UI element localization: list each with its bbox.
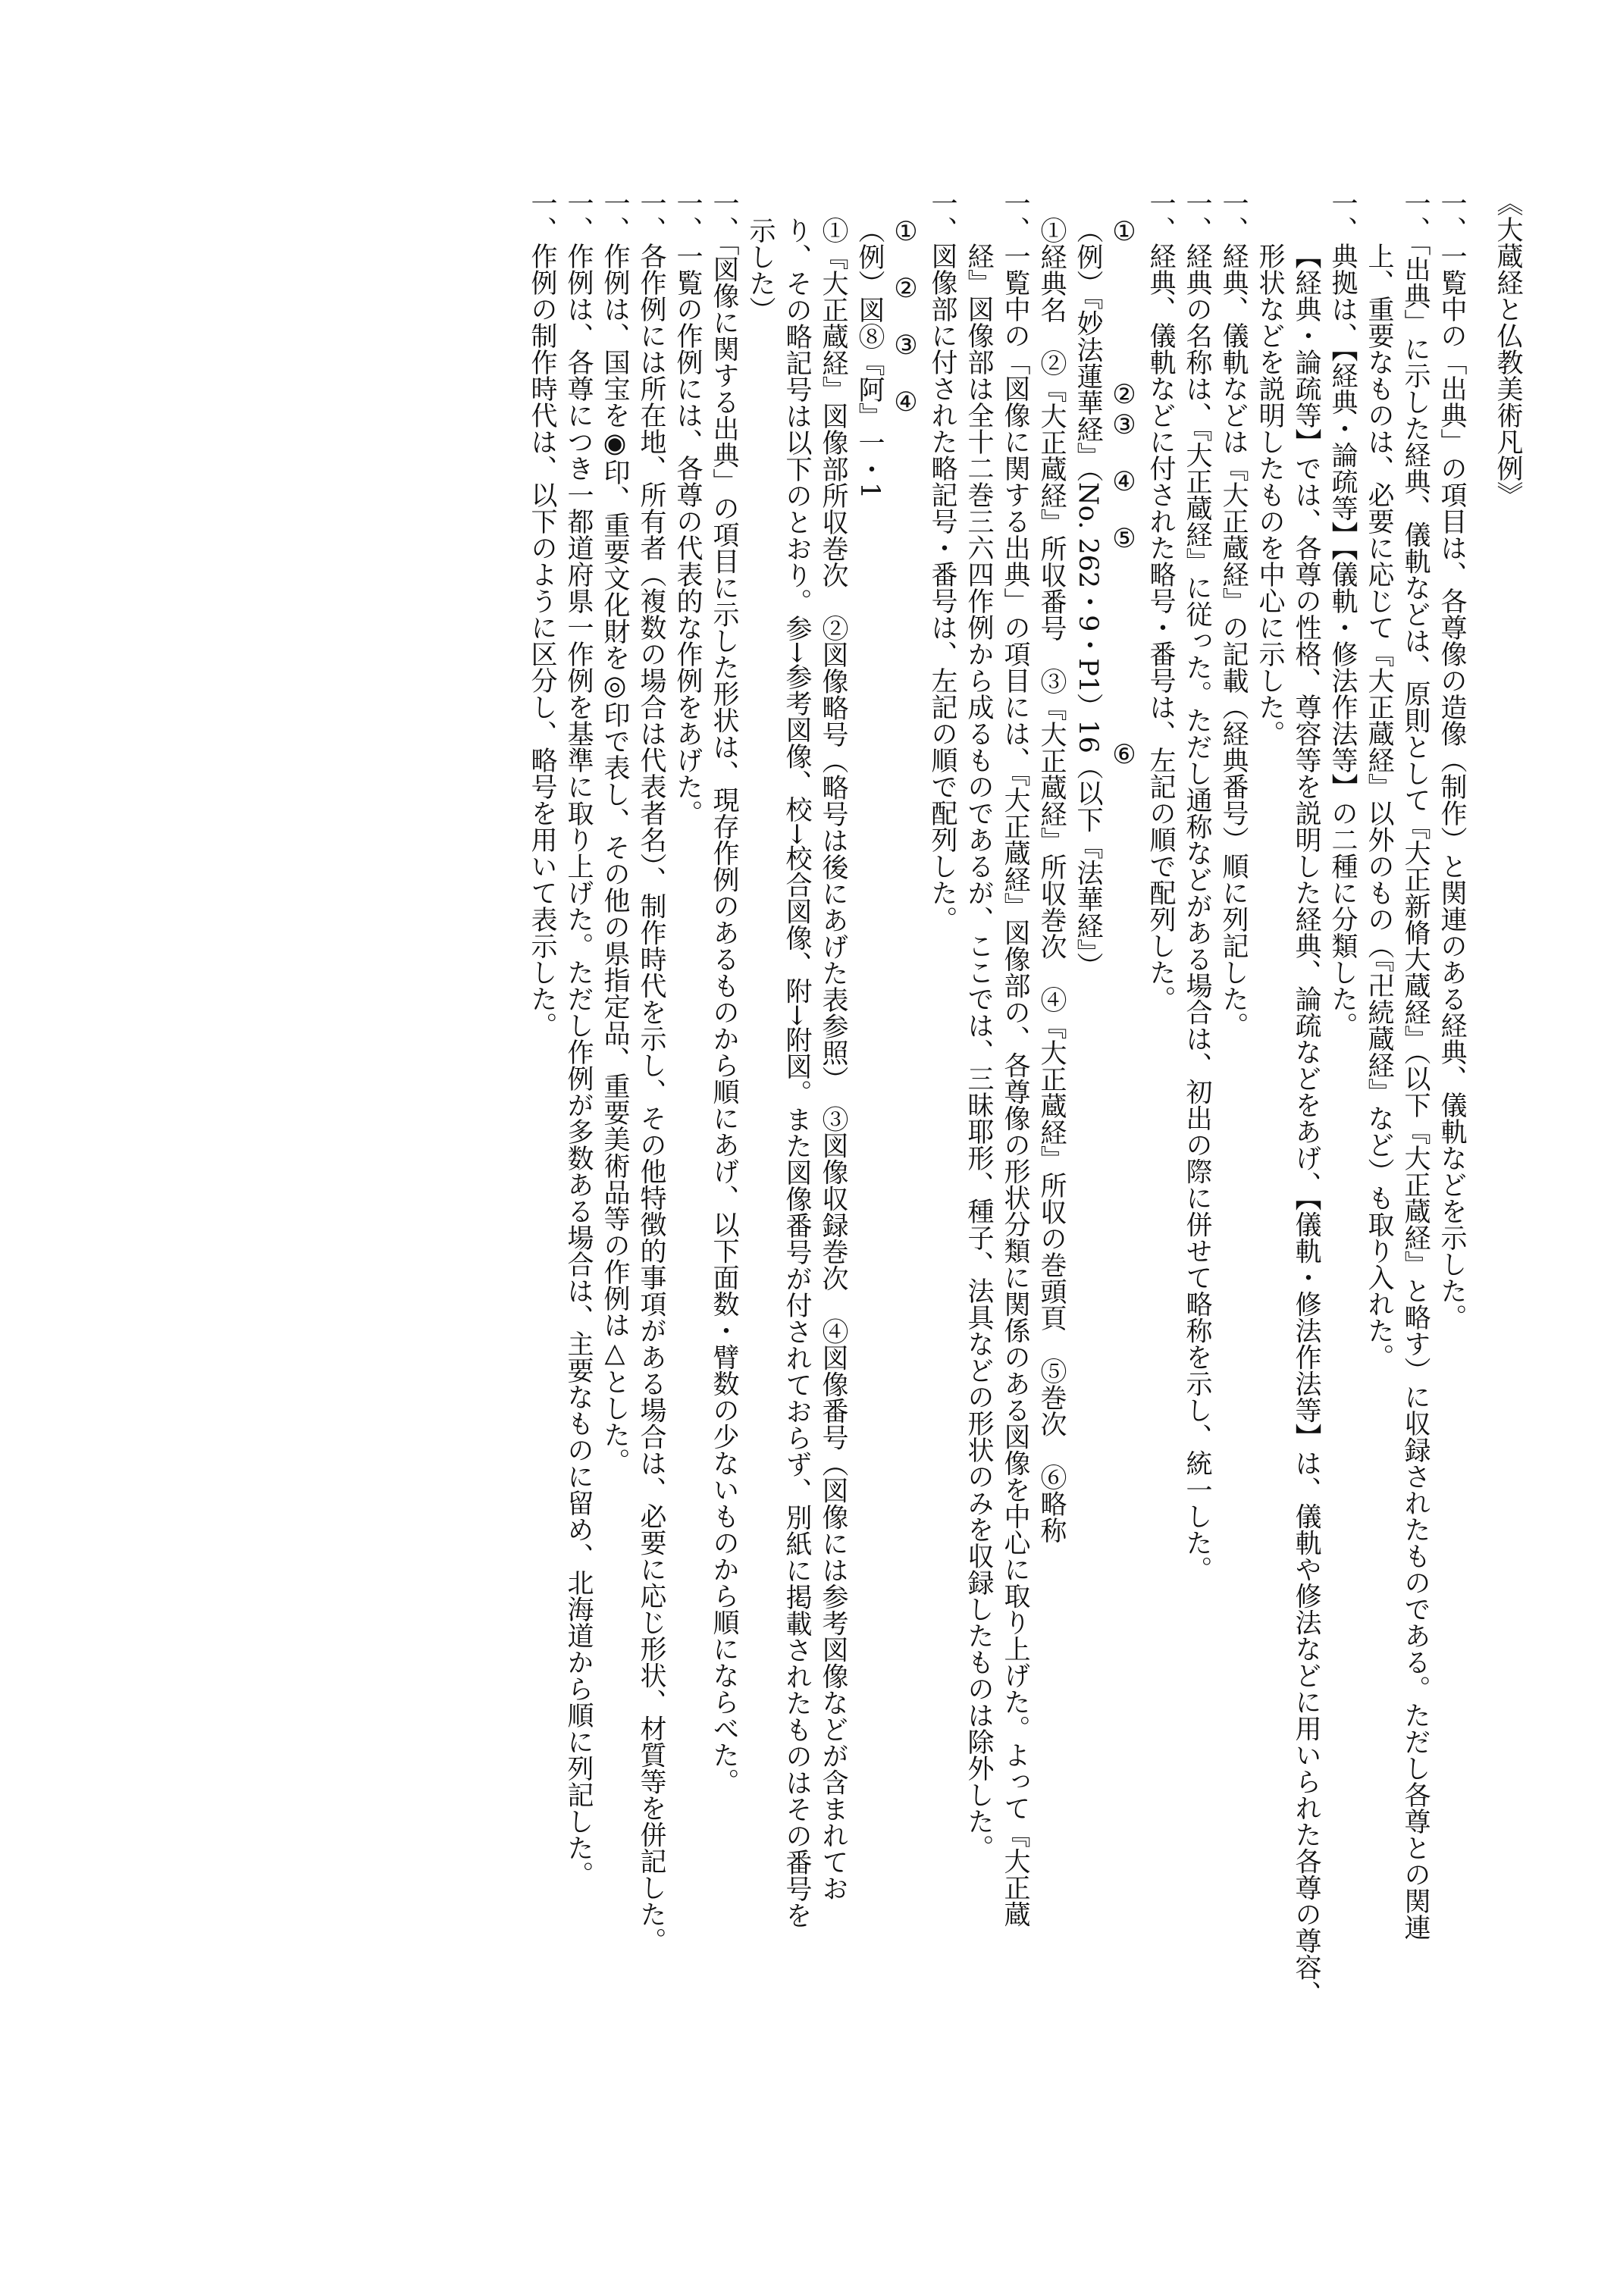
text-line: ①『大正蔵経』図像部所収巻次 ②図像略号（略号は後にあげた表参照） ③図像収録巻次 ④図像番号（図像には参考図像などが含まれてお — [818, 217, 848, 1902]
text-line: 経』図像部は全十二巻三六四作例から成るものであるが、ここでは、三昧耶形、種子、法具などの形状のみを収録したものは除外した。 — [964, 243, 994, 1861]
text-line: ① ② ③ ④ — [891, 217, 921, 418]
text-line: 一、「出典」に示した経典、儀軌などは、原則として『大正新脩大蔵経』（以下『大正蔵経』と略す）に収録されたものである。ただし各尊との関連 — [1400, 190, 1431, 1940]
text-line: 一、経典の名称は、『大正蔵経』に従った。ただし通称などがある場合は、初出の際に併せて略称を示し、統一した。 — [1182, 190, 1212, 1583]
text-line: り、その略記号は以下のとおり。参→参考図像、校→校合図像、附→附図。また図像番号が付されておらず、別紙に掲載されたものはその番号を — [782, 217, 812, 1928]
text-line: 一、図像部に付された略記号・番号は、左記の順で配列した。 — [927, 190, 957, 932]
text-line: 一、作例の制作時代は、以下のように区分し、略号を用いて表示した。 — [527, 190, 557, 1038]
text-line: 示した） — [745, 217, 776, 323]
text-line: ① ②③ ④ ⑤ ⑥ — [1109, 217, 1139, 770]
text-line: 上、重要なものは、必要に応じて『大正蔵経』以外のもの（『卍続蔵経』など）も取り入れた。 — [1364, 243, 1394, 1370]
text-line: 形状などを説明したものを中心に示した。 — [1255, 243, 1285, 747]
text-line: 一、「図像に関する出典」の項目に示した形状は、現存作例のあるものから順にあげ、以下面数・臂数の少ないものから順にならべた。 — [709, 190, 739, 1795]
text-line: 一、一覧の作例には、各尊の代表的な作例をあげた。 — [672, 190, 703, 826]
text-line: 一、経典、儀軌などは『大正蔵経』の記載（経典番号）順に列記した。 — [1218, 190, 1249, 1038]
text-line: （例）『妙法蓮華経』（No. 262・9・P1）16（以下『法華経』） — [1073, 217, 1103, 979]
text-line: 一、典拠は、【経典・論疏等】【儀軌・修法作法等】の二種に分類した。 — [1327, 190, 1358, 1038]
text-line: 一、作例は、各尊につき一都道府県一作例を基準に取り上げた。ただし作例が多数ある場合は、主要なものに留め、北海道から順に列記した。 — [563, 190, 594, 1887]
text-line: （例）図⑧『阿』一・1 — [854, 217, 885, 500]
text-line: 一、一覧中の「出典」の項目は、各尊像の造像（制作）と関連のある経典、儀軌などを示した。 — [1437, 190, 1467, 1330]
text-line: 一、各作例には所在地、所有者（複数の場合は代表者名）、制作時代を示し、その他特徴的事項がある場合は、必要に応じ形状、材質等を併記した。 — [636, 190, 666, 1954]
text-line: 一、一覧中の「図像に関する出典」の項目には、『大正蔵経』図像部の、各尊像の形状分類に関係のある図像を中心に取り上げた。よって『大正蔵 — [1000, 190, 1030, 1928]
document-title: 《大蔵経と仏教美術凡例》 — [1493, 190, 1523, 508]
text-line: 一、経典、儀軌などに付された略号・番号は、左記の順で配列した。 — [1145, 190, 1176, 1012]
text-line: 一、作例は、国宝を◉印、重要文化財を◎印で表し、その他の県指定品、重要美術品等の作例は△とした。 — [600, 190, 630, 1474]
text-line: 【経典・論疏等】では、各尊の性格、尊容等を説明した経典、論疏などをあげ、【儀軌・修法作法等】は、儀軌や修法などに用いられた各尊の尊容、 — [1291, 243, 1321, 2007]
vertical-text-body — [63, 190, 1526, 2130]
text-line: ①経典名 ②『大正蔵経』所収番号 ③『大正蔵経』所収巻次 ④『大正蔵経』所収の巻頭頁 ⑤巻次 ⑥略称 — [1036, 217, 1067, 1543]
